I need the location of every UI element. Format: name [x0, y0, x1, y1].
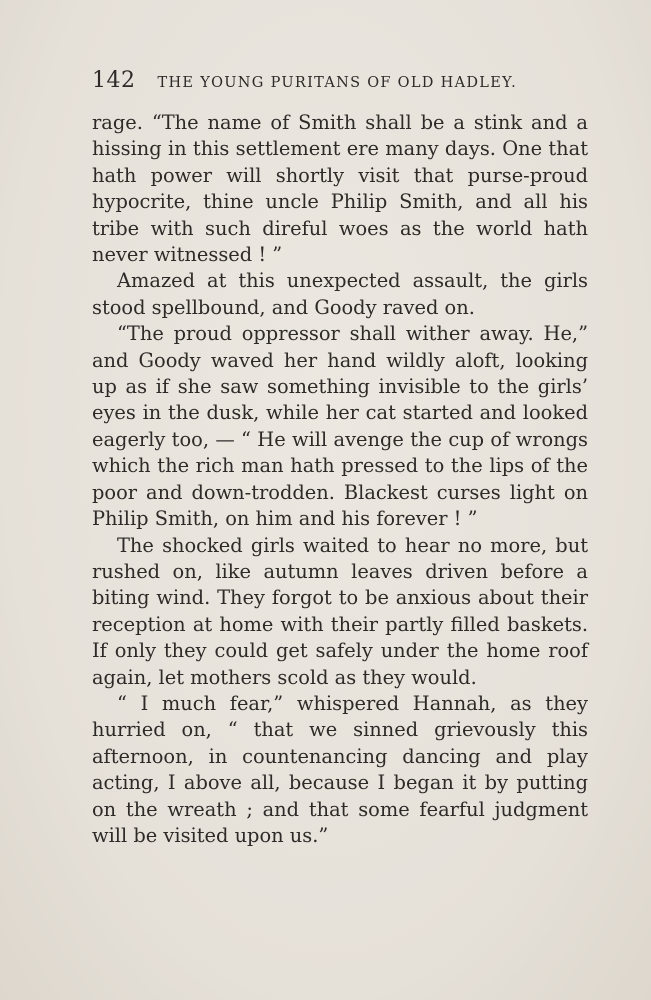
page-number: 142: [92, 68, 136, 93]
running-title: THE YOUNG PURITANS OF OLD HADLEY.: [157, 75, 517, 91]
paragraph: The shocked girls waited to hear no more, but rushed on, like autumn leaves driven before a biting wind. They forgot to be anxious about their reception at home with their partly filled baskets. If only they could get safely under the home roof again, let mothers scold as they would.: [92, 533, 588, 689]
paragraph: Amazed at this unexpected assault, the girls stood spellbound, and Goody raved on.: [92, 269, 588, 319]
paragraph: “ I much fear,” whispered Hannah, as they hurried on, “ that we sinned grievously this afternoon, in countenancing dancing and play acting, I above all, because I began it by putting on the wreath ; and that some fearful judgment will be visited upon us.”: [92, 691, 588, 847]
page-body: [92, 110, 588, 849]
page-header: [92, 68, 592, 93]
paragraph: “The proud oppressor shall wither away. He,” and Goody waved her hand wildly aloft, looking up as if she saw something invisible to the girls’ eyes in the dusk, while her cat started and looked eagerly too, — “ He will avenge the cup of wrongs which the rich man hath pressed to the lips of the poor and down-trodden. Blackest curses light on Philip Smith, on him and his forever ! ”: [92, 322, 588, 531]
paragraph-continuation: rage. “The name of Smith shall be a stink and a hissing in this settlement ere many days. One that hath power will shortly visit that purse-proud hypocrite, thine uncle Philip Smith, and all his tribe with such direful woes as the world hath never witnessed ! ”: [92, 111, 588, 267]
